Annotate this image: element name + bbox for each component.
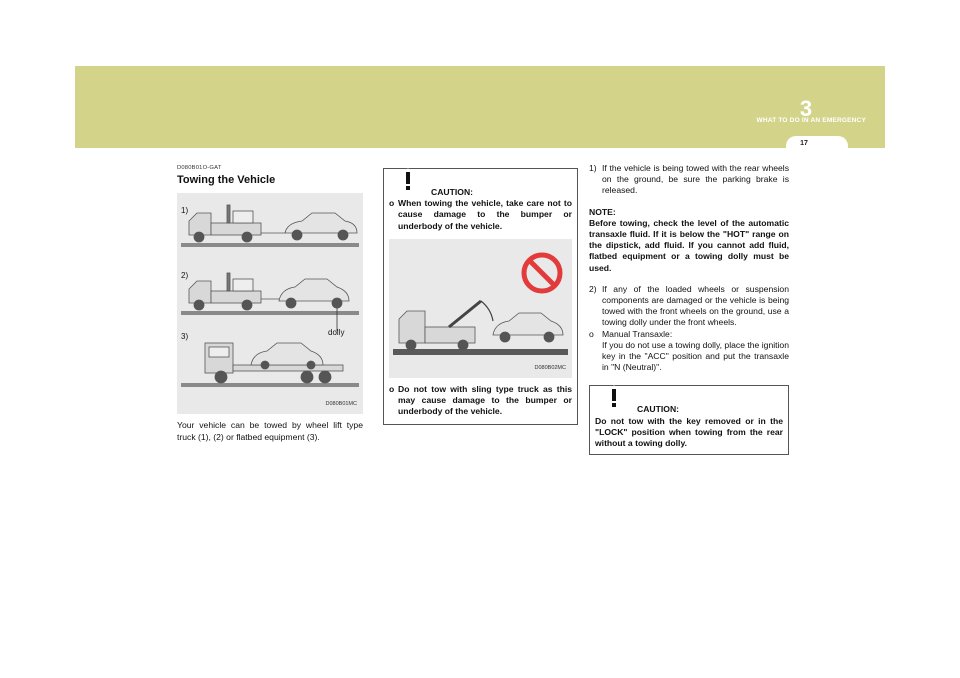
caution-bullet: [389, 384, 572, 418]
tow-truck-icon: [189, 273, 281, 310]
note-label: NOTE:: [589, 206, 616, 217]
towing-methods-illustration: [177, 193, 363, 414]
figure-label-1: 1): [181, 206, 189, 216]
caution-box: [589, 385, 789, 455]
sling-tow-figure: [389, 239, 572, 378]
header-band: [75, 66, 885, 148]
ground-line: [393, 349, 568, 355]
warning-icon: [394, 168, 422, 193]
towed-car-icon: [285, 213, 357, 240]
instruction-item: [589, 284, 789, 329]
item-number: 1): [589, 163, 597, 173]
car-on-flatbed-icon: [251, 343, 323, 369]
warning-icon: [600, 385, 628, 410]
towing-intro-text: Your vehicle can be towed by wheel lift type truck (1), (2) or flatbed equipment (3).: [177, 420, 363, 442]
section-code: D080B01O-GAT: [177, 165, 222, 171]
figure-label-2: 2): [181, 271, 189, 281]
bullet-mark: o: [389, 383, 395, 394]
column-towing-intro: [177, 163, 363, 443]
car-on-dolly-icon: [279, 279, 349, 331]
item-text: If the vehicle is being towed with the rear wheels on the ground, be sure the parking brake is released.: [602, 163, 789, 196]
caution-text: Do not tow with the key removed or in the "LOCK" position when towing from the rear without a towing dolly.: [595, 415, 783, 449]
bullet-text: Do not tow with sling type truck as this may cause damage to the bumper or underbody of the vehicle.: [398, 383, 572, 417]
figure-label-3: 3): [181, 332, 189, 342]
caution-title: CAUTION:: [637, 404, 680, 415]
instruction-item: [589, 329, 789, 374]
item-number: 2): [589, 283, 597, 294]
figure-code: D080B02MC: [534, 364, 566, 371]
figure-code: D080B01MC: [325, 401, 357, 408]
item-subtitle: Manual Transaxle:: [602, 328, 673, 339]
page-number: 17: [800, 140, 808, 147]
caution-title: CAUTION:: [431, 187, 474, 197]
chapter-title: WHAT TO DO IN AN EMERGENCY: [756, 117, 866, 124]
instruction-item: [589, 163, 789, 197]
bullet-text: When towing the vehicle, take care not to cause damage to the bumper or underbody of the vehicle.: [398, 198, 572, 231]
towing-methods-figure: [177, 193, 363, 414]
item-text: If you do not use a towing dolly, place the ignition key in the "ACC" position and put the transaxle in "N (Neutral)".: [602, 339, 789, 373]
chapter-number: 3: [799, 96, 813, 121]
dolly-label: dolly: [328, 328, 345, 338]
sling-towed-car-icon: [493, 313, 563, 342]
tow-truck-icon: [189, 205, 285, 242]
sling-truck-icon: [399, 301, 493, 350]
caution-box: [383, 168, 578, 425]
note-block: [589, 207, 789, 274]
note-text: Before towing, check the level of the automatic transaxle fluid. If it is below the "HOT" range on the dipstick, add fluid. If you cannot add fluid, flatbed equipment or a towing dolly must be used.: [589, 217, 789, 273]
ground-line: [181, 383, 359, 387]
bullet-mark: o: [389, 198, 395, 209]
section-title: Towing the Vehicle: [177, 174, 276, 187]
column-caution-sling: [383, 168, 578, 425]
caution-bullet: [389, 198, 572, 232]
sling-tow-illustration: [389, 239, 572, 378]
item-body: [602, 329, 789, 374]
column-towing-instructions: [589, 163, 789, 455]
ground-line: [181, 311, 359, 315]
item-number: o: [589, 328, 594, 339]
ground-line: [181, 243, 359, 247]
item-text: If any of the loaded wheels or suspension components are damaged or the vehicle is being towed with the front wheels on the ground, use a towing dolly under the front wheels.: [602, 283, 789, 328]
